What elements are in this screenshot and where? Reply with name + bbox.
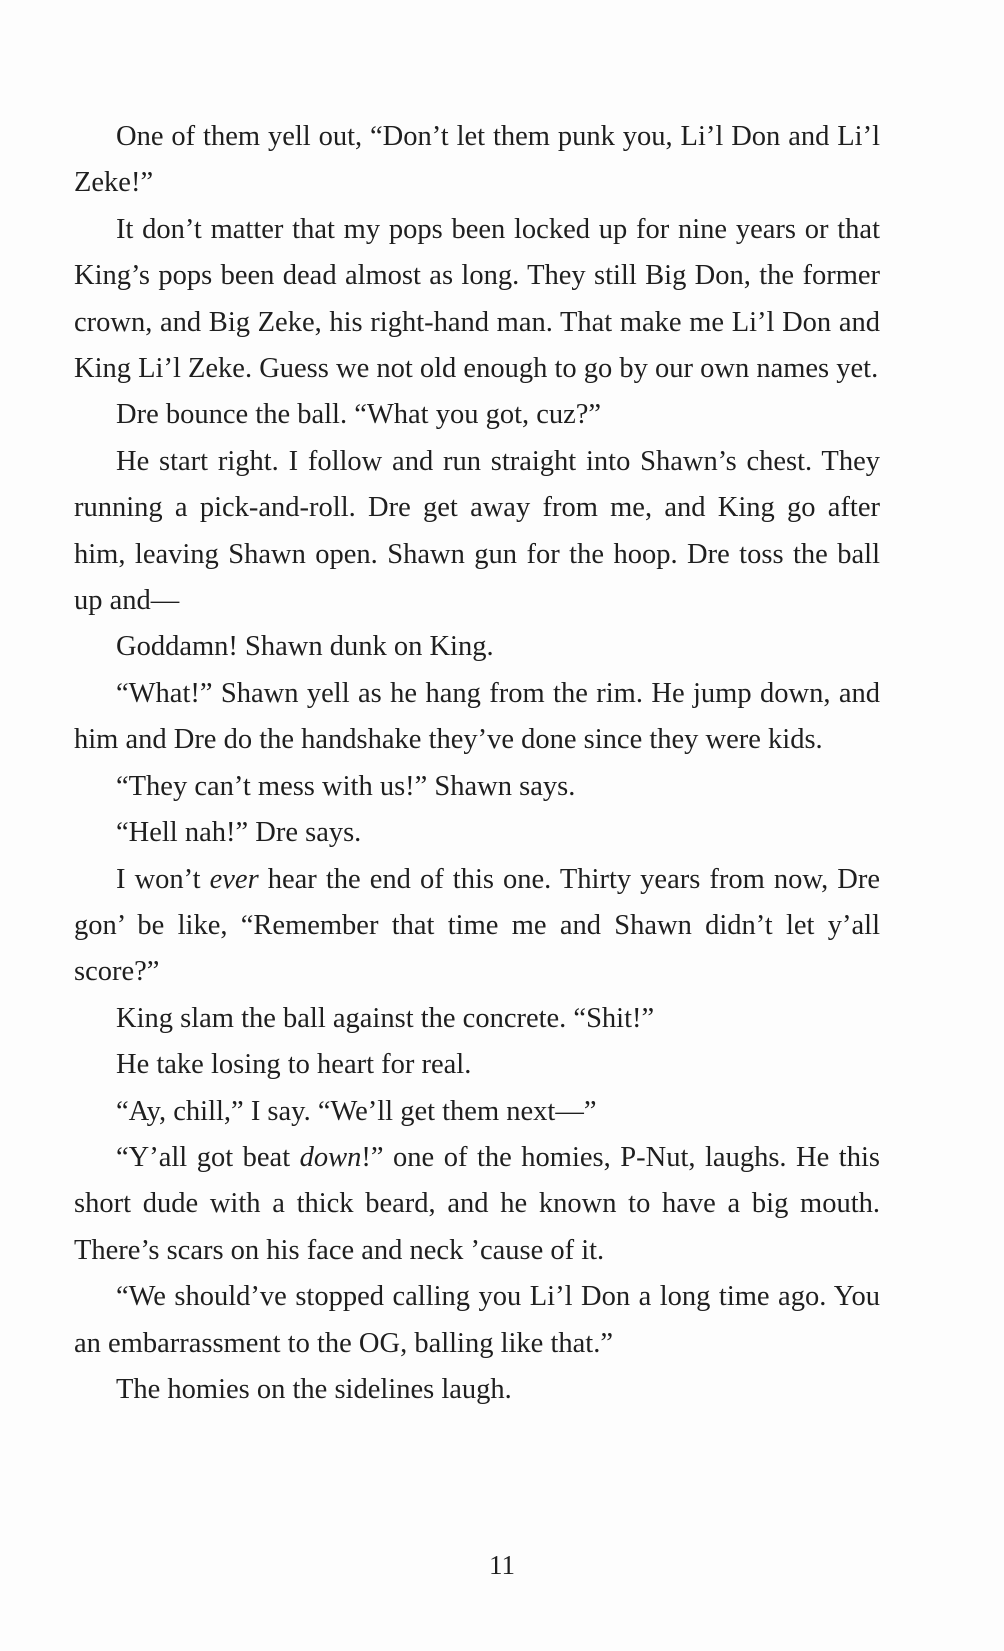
text-run: “They can’t mess with us!” Shawn says. (116, 770, 576, 802)
paragraph (74, 1089, 880, 1135)
text-run: I won’t (116, 863, 210, 895)
text-run: He start right. I follow and run straight into Shawn’s chest. They running a pick-and-roll. Dre get away from me, and King go after him, leaving Shawn open. Shawn gun for the hoop. Dre toss the ball up and— (74, 445, 880, 617)
text-run: !” one of the homies, P-Nut, laughs. He this short dude with a thick beard, and he known to have a big mouth. There’s scars on his face and neck ’cause of it. (74, 1141, 880, 1266)
italic-text: ever (209, 863, 259, 895)
text-run: “Ay, chill,” I say. “We’ll get them next—” (116, 1095, 597, 1127)
paragraph (74, 624, 880, 670)
text-run: Goddamn! Shawn dunk on King. (116, 631, 494, 663)
page-number: 11 (489, 1550, 515, 1580)
text-run: “What!” Shawn yell as he hang from the rim. He jump down, and him and Dre do the handshake they’ve done since they were kids. (74, 677, 880, 756)
text-run: hear the end of this one. Thirty years from now, Dre gon’ be like, “Remember that time me and Shawn didn’t let y’all score?” (74, 863, 881, 988)
paragraph (74, 439, 880, 625)
paragraph (74, 810, 880, 856)
text-run: “We should’ve stopped calling you Li’l Don a long time ago. You an embarrassment to the OG, balling like that.” (74, 1281, 880, 1359)
paragraph (74, 114, 880, 207)
text-run: “Hell nah!” Dre says. (116, 817, 362, 849)
paragraph (74, 764, 880, 810)
paragraph (74, 1042, 880, 1088)
paragraph (74, 392, 880, 438)
text-run: It don’t matter that my pops been locked up for nine years or that King’s pops been dead almost as long. They still Big Don, the former crown, and Big Zeke, his right-hand man. That make me Li’l Don and King Li’l Zeke. Guess we not old enough to go by our own names yet. (74, 213, 880, 385)
italic-text: down (299, 1141, 362, 1173)
paragraph (74, 1274, 880, 1367)
text-run: King slam the ball against the concrete. “Shit!” (116, 1002, 655, 1034)
paragraph (74, 207, 880, 393)
paragraph (74, 1367, 880, 1413)
text-run: He take losing to heart for real. (116, 1049, 472, 1081)
text-run: One of them yell out, “Don’t let them punk you, Li’l Don and Li’l Zeke!” (74, 121, 880, 199)
text-run: The homies on the sidelines laugh. (116, 1373, 512, 1405)
paragraph (74, 671, 880, 764)
paragraph (74, 857, 880, 996)
paragraph (74, 1135, 880, 1274)
paragraph (74, 996, 880, 1042)
text-run: Dre bounce the ball. “What you got, cuz?” (116, 399, 602, 431)
text-run: “Y’all got beat (116, 1141, 300, 1173)
book-page-body (74, 114, 880, 1413)
